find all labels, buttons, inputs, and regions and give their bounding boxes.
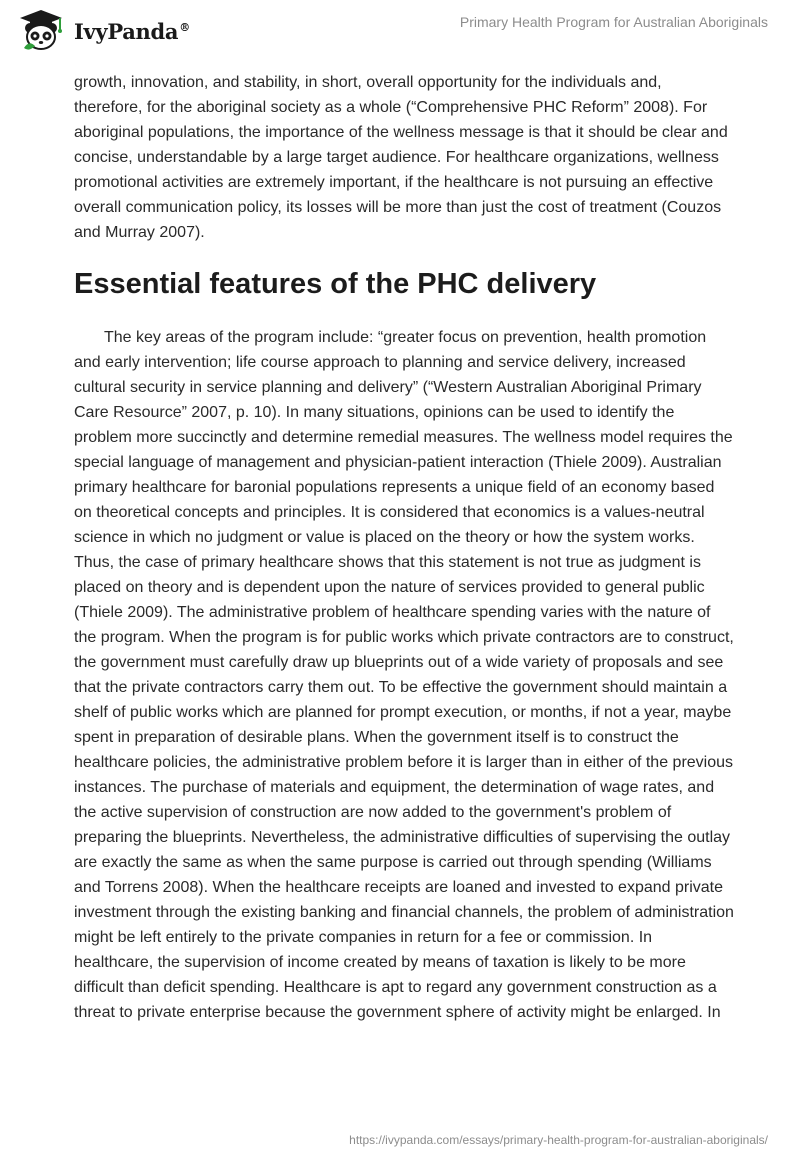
- source-url[interactable]: https://ivypanda.com/essays/primary-health-program-for-australian-aboriginals/: [349, 1133, 768, 1147]
- section-heading: Essential features of the PHC delivery: [74, 268, 597, 300]
- page-header: [0, 0, 800, 66]
- intro-paragraph: growth, innovation, and stability, in short, overall opportunity for the individuals and, therefore, for the aboriginal society as a whole (“Comprehensive PHC Reform” 2008). For aboriginal populations, the importance of the wellness message is that it should be clear and concise, understandable by a large target audience. For healthcare organizations, wellness promotional activities are extremely important, if the healthcare is not pursuing an effective overall communication policy, its losses will be more than just the cost of treatment (Couzos and Murray 2007).: [74, 74, 728, 241]
- body-paragraph: The key areas of the program include: “greater focus on prevention, health promotion and early intervention; life course approach to planning and service delivery, increased cultural security in service planning and delivery” (“Western Australian Aboriginal Primary Care Resource” 2007, p. 10). In many situations, opinions can be used to identify the problem more succinctly and determine remedial measures. The wellness model requires the special language of management and physician-patient interaction (Thiele 2009). Australian primary healthcare for baronial populations represents a unique field of an economy based on theoretical concepts and principles. It is considered that economics is a values-neutral science in which no judgment or value is placed on the theory or how the system works. Thus, the case of primary healthcare shows that this statement is not true as judgment is placed on theory and is dependent upon the nature of services provided to general public (Thiele 2009). The administrative problem of healthcare spending varies with the nature of the program. When the program is for public works which private contractors are to construct, the government must carefully draw up blueprints out of a wide variety of proposals and see that the private contractors carry them out. To be effective the government should maintain a shelf of public works which are planned for prompt execution, or months, if not a year, maybe spent in preparation of desirable plans. When the government itself is to construct the healthcare policies, the administrative problem before it is larger than in either of the previous instances. The purchase of materials and equipment, the determination of wage rates, and the active supervision of construction are now added to the government's problem of preparing the blueprints. Nevertheless, the administrative difficulties of supervising the outlay are exactly the same as when the same purpose is carried out through spending (Williams and Torrens 2008). When the healthcare receipts are loaned and invested to expand private investment through the existing banking and financial channels, the problem of administration might be left entirely to the private companies in return for a fee or commission. In healthcare, the supervision of income created by means of taxation is likely to be more difficult than deficit spending. Healthcare is apt to regard any government construction as a threat to private enterprise because the government sphere of activity might be enlarged. In: [74, 329, 734, 1021]
- brand-name: IvyPanda®: [74, 18, 190, 44]
- essay-body: [74, 70, 734, 1025]
- ivypanda-logo[interactable]: [16, 8, 190, 54]
- document-title: Primary Health Program for Australian Aboriginals: [459, 14, 768, 30]
- panda-graduate-icon: [16, 8, 66, 54]
